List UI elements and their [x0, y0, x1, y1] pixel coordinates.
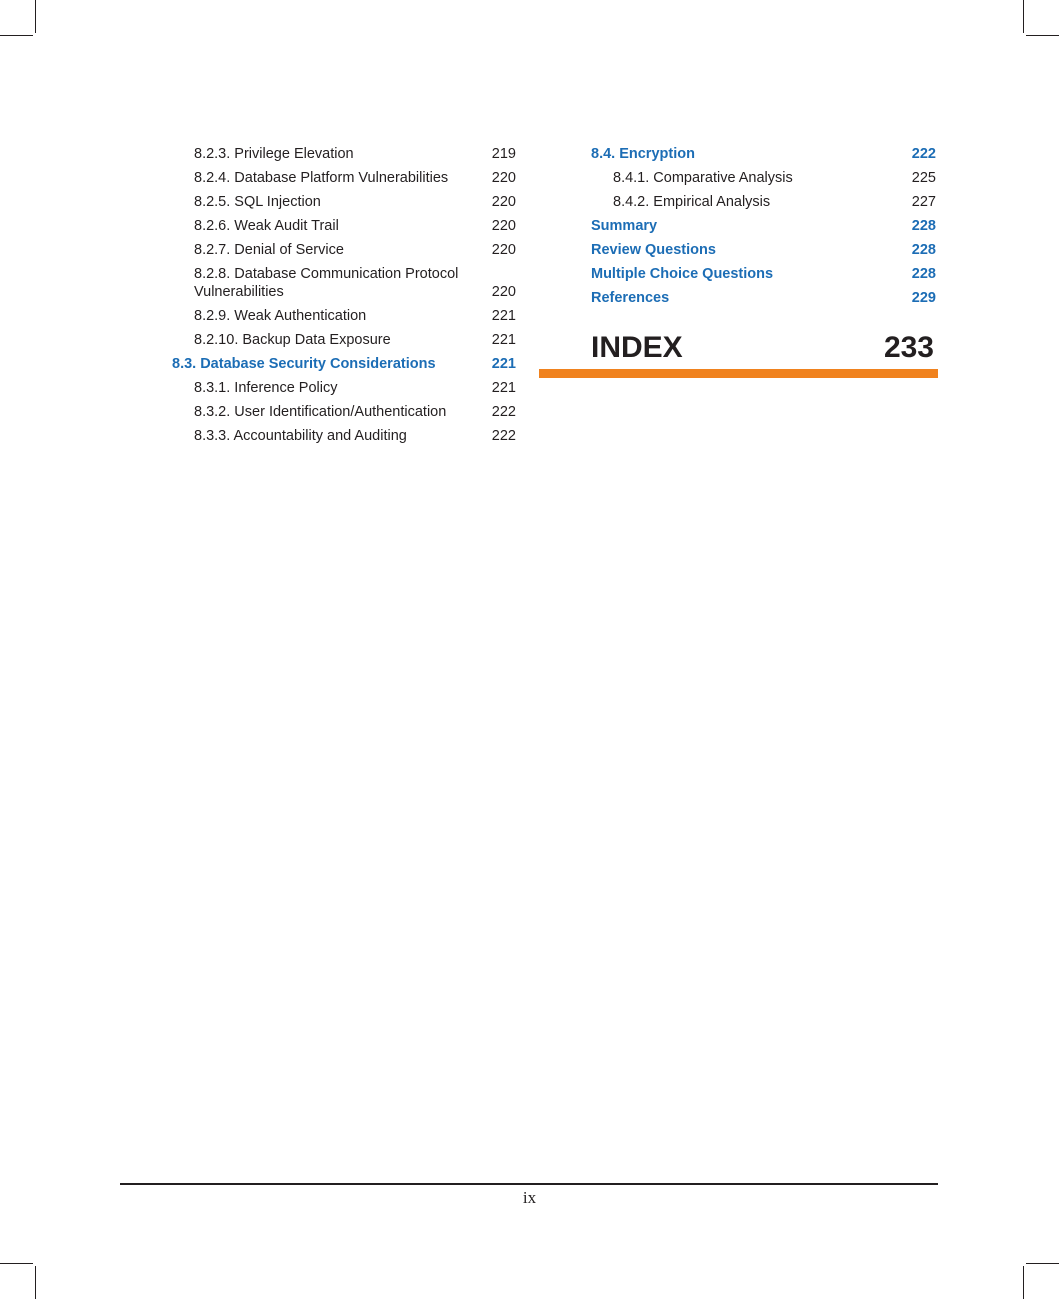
toc-entry-title: 8.2.6. Weak Audit Trail [194, 218, 339, 234]
crop-mark [1026, 35, 1059, 36]
toc-entry-title: 8.3.2. User Identification/Authentication [194, 404, 447, 420]
index-heading[interactable] [591, 330, 934, 366]
index-heading-page: 233 [883, 331, 934, 364]
toc-entry-page: 220 [491, 194, 516, 210]
toc-entry-title: 8.4.2. Empirical Analysis [613, 194, 771, 210]
toc-entry-page: 220 [491, 218, 516, 234]
toc-entry-page: 220 [491, 242, 516, 258]
toc-entry-page: 227 [911, 194, 936, 210]
page-number: ix [522, 1188, 537, 1207]
toc-entry-title: 8.4.1. Comparative Analysis [613, 170, 793, 186]
toc-entry-page: 221 [491, 308, 516, 324]
index-heading-title: INDEX [591, 331, 683, 364]
crop-mark [35, 0, 36, 33]
toc-entry-page: 222 [911, 146, 936, 162]
toc-entry[interactable] [172, 145, 516, 163]
toc-entry-title: Summary [591, 218, 658, 234]
toc-entry-page: 229 [911, 290, 936, 306]
crop-mark [1023, 0, 1024, 33]
toc-entry[interactable] [172, 427, 516, 445]
toc-entry-title: 8.2.8. Database Communication Protocol Vulnerabilities [194, 266, 459, 300]
toc-entry-page: 221 [491, 356, 516, 372]
toc-section-entry[interactable] [591, 145, 936, 163]
toc-entry-title: 8.2.4. Database Platform Vulnerabilities [194, 170, 449, 186]
toc-entry-page: 228 [911, 218, 936, 234]
toc-entry-title: 8.2.3. Privilege Elevation [194, 146, 354, 162]
toc-entry[interactable] [172, 379, 516, 397]
toc-entry[interactable] [172, 265, 516, 301]
crop-mark [1026, 1263, 1059, 1264]
toc-entry[interactable] [591, 193, 936, 211]
toc-entry-title: Multiple Choice Questions [591, 266, 774, 282]
toc-section-entry[interactable] [591, 289, 936, 307]
toc-entry-title: 8.2.7. Denial of Service [194, 242, 344, 258]
toc-entry-page: 221 [491, 380, 516, 396]
toc-section-entry[interactable] [591, 241, 936, 259]
toc-entry-page: 220 [491, 170, 516, 186]
toc-entry-page: 228 [911, 266, 936, 282]
toc-entry-title: 8.2.10. Backup Data Exposure [194, 332, 391, 348]
toc-entry-page: 221 [491, 332, 516, 348]
crop-mark [0, 35, 33, 36]
toc-section-entry[interactable] [591, 217, 936, 235]
toc-entry-title: Review Questions [591, 242, 716, 258]
toc-section-entry[interactable] [172, 355, 516, 373]
toc-entry-page: 222 [491, 428, 516, 444]
toc-entry-title: 8.3.1. Inference Policy [194, 380, 338, 396]
toc-entry-page: 219 [491, 146, 516, 162]
toc-entry-title: References [591, 290, 670, 306]
toc-entry-page: 225 [911, 170, 936, 186]
toc-entry-page: 222 [491, 404, 516, 420]
toc-entry-title: 8.4. Encryption [591, 146, 695, 162]
toc-entry-title: 8.3.3. Accountability and Auditing [194, 428, 407, 444]
crop-mark [1023, 1266, 1024, 1299]
toc-entry-title: 8.2.9. Weak Authentication [194, 308, 367, 324]
toc-entry-page: 220 [491, 284, 516, 300]
toc-entry[interactable] [172, 241, 516, 259]
footer-rule [120, 1183, 938, 1185]
toc-entry[interactable] [591, 169, 936, 187]
toc-entry[interactable] [172, 331, 516, 349]
toc-entry[interactable] [172, 193, 516, 211]
toc-entry-title: 8.2.5. SQL Injection [194, 194, 321, 210]
toc-entry-page: 228 [911, 242, 936, 258]
toc-entry[interactable] [172, 217, 516, 235]
crop-mark [35, 1266, 36, 1299]
toc-entry[interactable] [172, 403, 516, 421]
crop-mark [0, 1263, 33, 1264]
toc-entry-title: 8.3. Database Security Considerations [172, 356, 436, 372]
index-accent-bar [539, 369, 938, 378]
toc-section-entry[interactable] [591, 265, 936, 283]
toc-entry[interactable] [172, 307, 516, 325]
toc-entry[interactable] [172, 169, 516, 187]
